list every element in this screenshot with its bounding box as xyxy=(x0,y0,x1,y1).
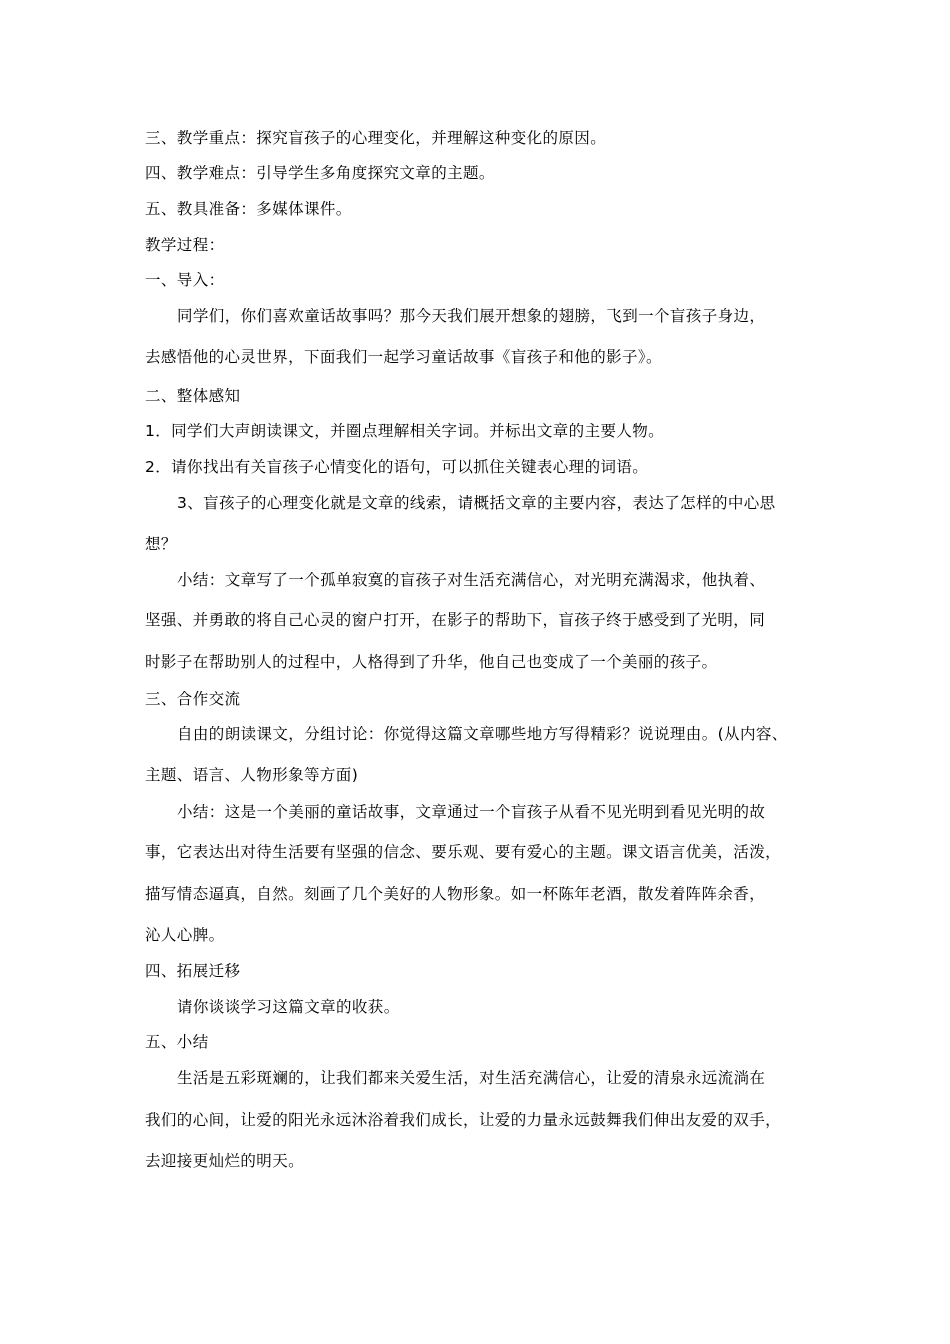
line-teaching-tools: 五、教具准备：多媒体课件。 xyxy=(145,200,352,218)
heading-extension: 四、拓展迁移 xyxy=(145,962,241,980)
summary-paragraph-line: 描写情态逼真，自然。刻画了几个美好的人物形象。如一杯陈年老酒，散发着阵阵余香， xyxy=(145,885,766,903)
paragraph-line: 想？ xyxy=(145,535,177,553)
summary-paragraph-line: 小结：文章写了一个孤单寂寞的盲孩子对生活充满信心，对光明充满渴求，他执着、 xyxy=(177,571,766,589)
paragraph-line: 去感悟他的心灵世界，下面我们一起学习童话故事《盲孩子和他的影子》。 xyxy=(145,348,662,366)
summary-paragraph-line: 沁人心脾。 xyxy=(145,926,225,944)
paragraph-line: 同学们，你们喜欢童话故事吗？那今天我们展开想象的翅膀，飞到一个盲孩子身边， xyxy=(177,307,766,325)
line-teaching-focus: 三、教学重点：探究盲孩子的心理变化，并理解这种变化的原因。 xyxy=(145,129,607,147)
line-teaching-difficulty: 四、教学难点：引导学生多角度探究文章的主题。 xyxy=(145,164,495,182)
list-item-2: 2．请你找出有关盲孩子心情变化的语句，可以抓住关键表心理的词语。 xyxy=(145,458,649,476)
summary-paragraph-line: 时影子在帮助别人的过程中，人格得到了升华，他自己也变成了一个美丽的孩子。 xyxy=(145,653,718,671)
summary-paragraph-line: 小结：这是一个美丽的童话故事，文章通过一个盲孩子从看不见光明到看见光明的故 xyxy=(177,803,766,821)
heading-conclusion: 五、小结 xyxy=(145,1033,209,1051)
conclusion-paragraph-line: 去迎接更灿烂的明天。 xyxy=(145,1152,305,1170)
summary-paragraph-line: 事，它表达出对待生活要有坚强的信念、要乐观、要有爱心的主题。课文语言优美，活泼， xyxy=(145,843,782,861)
paragraph-line: 主题、语言、人物形象等方面) xyxy=(145,766,359,784)
conclusion-paragraph-line: 我们的心间，让爱的阳光永远沐浴着我们成长，让爱的力量永远鼓舞我们伸出友爱的双手， xyxy=(145,1111,782,1129)
list-item-3: 3、盲孩子的心理变化就是文章的线索，请概括文章的主要内容，表达了怎样的中心思 xyxy=(177,494,776,512)
heading-introduction: 一、导入： xyxy=(145,271,225,289)
line-teaching-process: 教学过程： xyxy=(145,236,225,254)
list-item-1: 1．同学们大声朗读课文，并圈点理解相关字词。并标出文章的主要人物。 xyxy=(145,422,665,440)
summary-paragraph-line: 坚强、并勇敢的将自己心灵的窗户打开，在影子的帮助下，盲孩子终于感受到了光明，同 xyxy=(145,611,766,629)
paragraph-line: 请你谈谈学习这篇文章的收获。 xyxy=(177,998,400,1016)
paragraph-line: 自由的朗读课文，分组讨论：你觉得这篇文章哪些地方写得精彩？说说理由。(从内容、 xyxy=(177,725,788,743)
heading-cooperation: 三、合作交流 xyxy=(145,690,241,708)
conclusion-paragraph-line: 生活是五彩斑斓的，让我们都来关爱生活，对生活充满信心，让爱的清泉永远流淌在 xyxy=(177,1069,766,1087)
heading-overall-perception: 二、整体感知 xyxy=(145,387,241,405)
